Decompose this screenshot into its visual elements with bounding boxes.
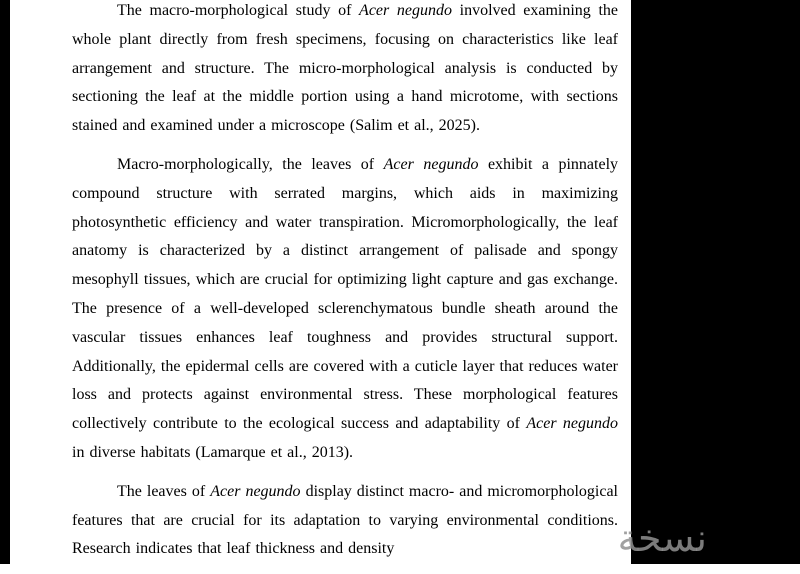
species-name-italic: Acer negundo <box>526 415 618 433</box>
paragraph-1 <box>72 0 618 141</box>
body-text: The macro-morphological study of <box>117 2 360 19</box>
body-text: in diverse habitats (Lamarque et al., 2013). <box>72 443 354 461</box>
body-text: exhibit a pinnately compound structure with serrated margins, which aids in maximizing photosynthetic efficiency and water transpiration. Micromorphologically, the leaf anatomy is characterized by a distinct arrangement of palisade and spongy mesophyll tissues, which are crucial for optimizing light capture and gas exchange. The presence of a well-developed sclerenchymatous bundle sheath around the vascular tissues enhances leaf toughness and provides structural support. Additionally, the epidermal cells are covered with a cuticle layer that reduces water loss and protects against environmental stress. These morphological features collectively contribute to the ecological success and adaptability of <box>72 155 619 433</box>
body-text: display distinct macro- and micromorphological features that are crucial for its adaptation to varying environmental conditions. Research indicates that leaf thickness and density <box>72 482 618 558</box>
body-text: involved examining the whole plant directly from fresh specimens, focusing on characteristics like leaf arrangement and structure. The micro-morphological analysis is conducted by sectioning the leaf at the middle portion using a hand microtome, with sections stained and examined under a microscope (Salim et al., 2025). <box>72 2 618 135</box>
paragraph-3 <box>72 478 618 564</box>
watermark-text: نسخة <box>617 516 707 560</box>
document-body <box>72 0 618 574</box>
right-edge-bar <box>631 0 800 564</box>
paragraph-2 <box>72 151 618 468</box>
species-name-italic: Acer negundo <box>359 2 452 19</box>
species-name-italic: Acer negundo <box>383 155 479 173</box>
body-text: Macro-morphologically, the leaves of <box>117 155 384 173</box>
left-edge-bar <box>0 0 10 564</box>
body-text: The leaves of <box>117 482 211 500</box>
species-name-italic: Acer negundo <box>210 482 301 500</box>
